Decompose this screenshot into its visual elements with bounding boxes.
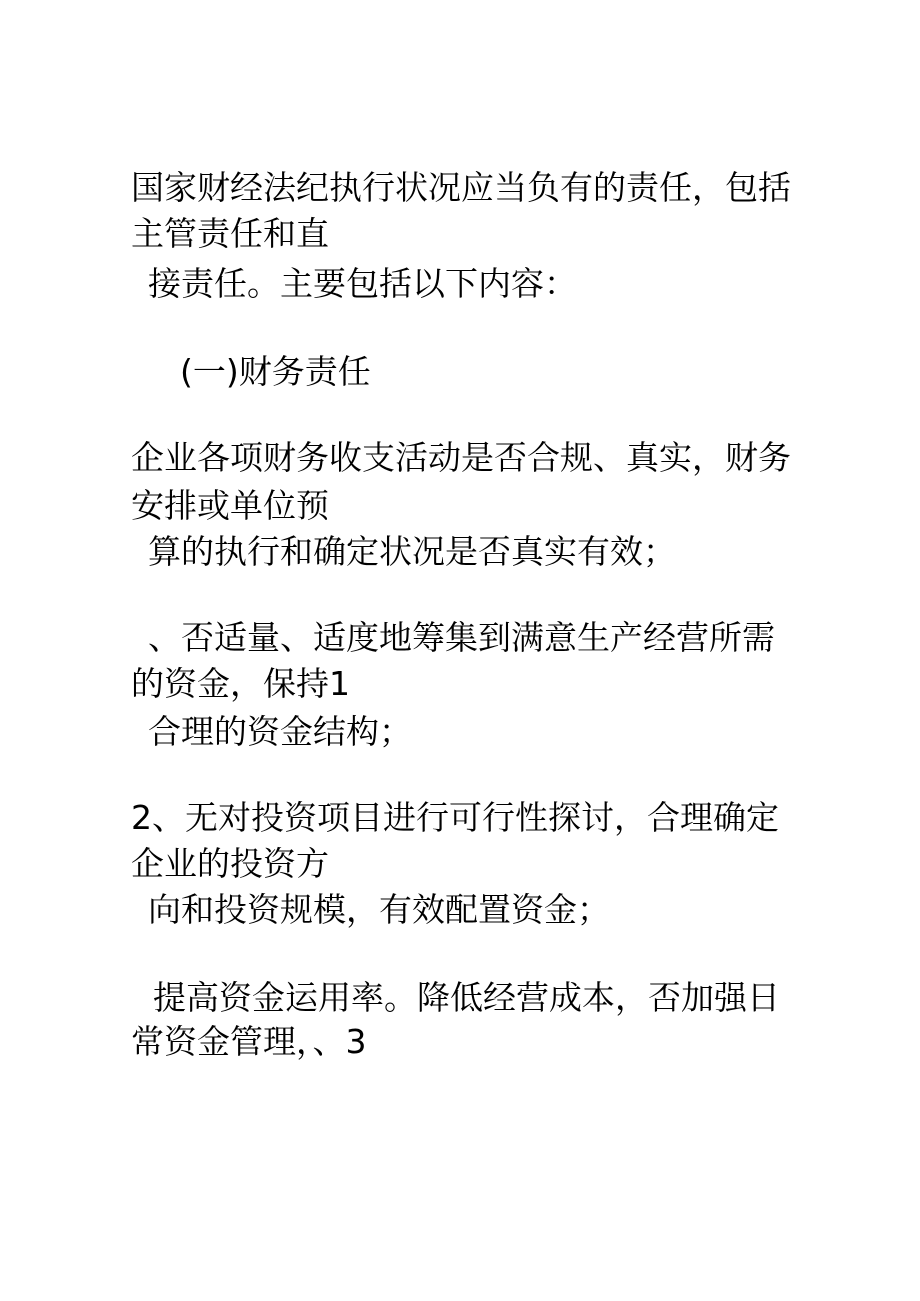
text-line-2: 主管责任和直	[131, 214, 329, 253]
text-line-5: 企业各项财务收支活动是否合规、真实，财务	[131, 438, 791, 477]
text-line-13: 向和投资规模，有效配置资金；	[148, 890, 610, 929]
text-line-11: 2、无对投资项目进行可行性探讨，合理确定	[131, 798, 779, 837]
text-line-12: 企业的投资方	[131, 844, 329, 883]
text-line-9: 的资金，保持1	[131, 664, 350, 703]
text-line-3: 接责任。主要包括以下内容：	[148, 264, 577, 303]
section-heading: (一)财务责任	[180, 352, 371, 391]
text-line-10: 合理的资金结构；	[148, 712, 412, 751]
text-line-15: 常资金管理，、3	[131, 1022, 367, 1061]
text-line-1: 国家财经法纪执行状况应当负有的责任，包括	[131, 168, 791, 207]
text-line-7: 算的执行和确定状况是否真实有效；	[148, 532, 676, 571]
text-line-8: 、否适量、适度地筹集到满意生产经营所需	[148, 618, 775, 657]
text-line-6: 安排或单位预	[131, 486, 329, 525]
text-line-14: 提高资金运用率。降低经营成本，否加强日	[153, 978, 780, 1017]
